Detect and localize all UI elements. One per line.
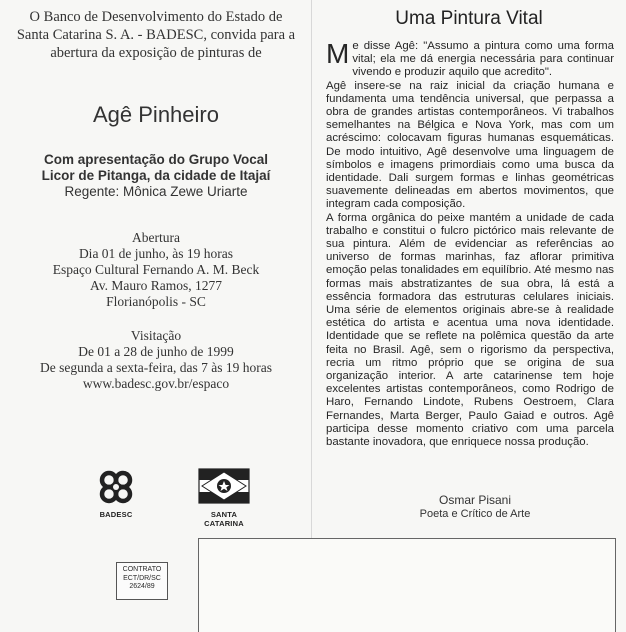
article-paragraph [326, 40, 614, 80]
opening-line: Espaço Cultural Fernando A. M. Beck [52, 262, 260, 277]
contract-line: CONTRATO [122, 566, 162, 573]
postal-contract-stamp [116, 562, 168, 600]
contract-line: 2624/89 [129, 583, 155, 590]
invitation-intro [6, 8, 306, 62]
visitation-title: Visitação [130, 328, 182, 343]
opening-section [6, 230, 306, 310]
article-paragraph-text: e disse Agê: "Assumo a pintura como uma forma vital; ela me dá energia necessária para continuar vivendo e produzir aquilo que acredito". [352, 40, 614, 79]
presentation-block [6, 152, 306, 200]
intro-line: abertura da exposição de pinturas de [50, 45, 262, 61]
contract-line: ECT/DR/SC [123, 574, 161, 582]
article-title: Uma Pintura Vital [395, 8, 543, 29]
drop-cap: M [326, 38, 350, 69]
article-body [326, 40, 614, 449]
article-paragraph: Agê insere-se na raiz inicial da criação humana e fundamenta uma tendência universal, que perpassa a obra de grandes artistas contemporâneos. Vi trabalhos semelhantes na Bélgica e Nova York, mas com um acréscimo: colocavam figuras humanas esquemáticas. De modo intuitivo, Agê desenvolve uma linguagem de símbolos e imagens primordiais como uma busca da identidade. Dali surgem formas e linhas geométricas suavemente delineadas em abertos movimentos, que integram cada composição. [326, 79, 614, 211]
badesc-logo-icon [96, 470, 136, 504]
article-paragraph: A forma orgânica do peixe mantém a unidade de cada trabalho e constitui o fulcro pictórico mais relevante de sua pintura. Além de evidenciar as referências ao universo de formas marinhas, faz aflorar primitiva emoção pelas tonalidades em equilíbrio. Até mesmo nas formas mais abstratizantes de sua obra, lá está a essência formadora das estruturas celulares iniciais. Uma série de elementos originais abre-se à realidade estética do artista e acentua uma nova identidade. Identidade que se reflete na polêmica questão da arte feita no Brasil. Agê, sem o rigorismo da perspectiva, recria um ritmo próprio que se origina de sua organização interior. A arte catarinense tem hoje excelentes artistas contemporâneos, como Rodrigo de Haro, Fernando Lindote, Rubens Oestroem, Clara Fernandes, Marta Berger, Paulo Gaiad e outros. Agê participa desse momento criativo com uma parcela bastante inovadora, que enriquece nossa produção. [326, 211, 614, 449]
santa-catarina-logo-label: SANTA CATARINA [204, 510, 244, 528]
intro-line: Santa Catarina S. A. - BADESC, convida para a [16, 27, 296, 43]
presentation-line: Licor de Pitanga, da cidade de Itajaí [41, 168, 271, 183]
badesc-logo-label: BADESC [99, 510, 133, 519]
badesc-logo [88, 470, 144, 519]
mailing-address-box [198, 538, 616, 632]
opening-line: Dia 01 de junho, às 19 horas [78, 246, 234, 261]
opening-title: Abertura [132, 230, 180, 245]
article-signature [380, 493, 570, 521]
artist-name: Agê Pinheiro [93, 102, 219, 127]
opening-line: Florianópolis - SC [106, 294, 206, 309]
presentation-line: Com apresentação do Grupo Vocal [43, 152, 269, 167]
visitation-section [6, 328, 306, 392]
visitation-line: De segunda a sexta-feira, das 7 às 19 horas [39, 360, 273, 375]
visitation-line: De 01 a 28 de junho de 1999 [78, 344, 234, 359]
conductor-line: Regente: Mônica Zewe Uriarte [64, 184, 248, 199]
opening-line: Av. Mauro Ramos, 1277 [90, 278, 222, 293]
state-flag-icon [198, 468, 250, 504]
intro-line: O Banco de Desenvolvimento do Estado de [29, 9, 283, 25]
author-name: Osmar Pisani [438, 493, 512, 507]
author-role: Poeta e Crítico de Arte [419, 508, 531, 520]
santa-catarina-logo [195, 468, 253, 528]
column-divider [311, 0, 312, 540]
invitation-column [6, 8, 306, 392]
website-link[interactable]: www.badesc.gov.br/espaco [82, 376, 230, 391]
